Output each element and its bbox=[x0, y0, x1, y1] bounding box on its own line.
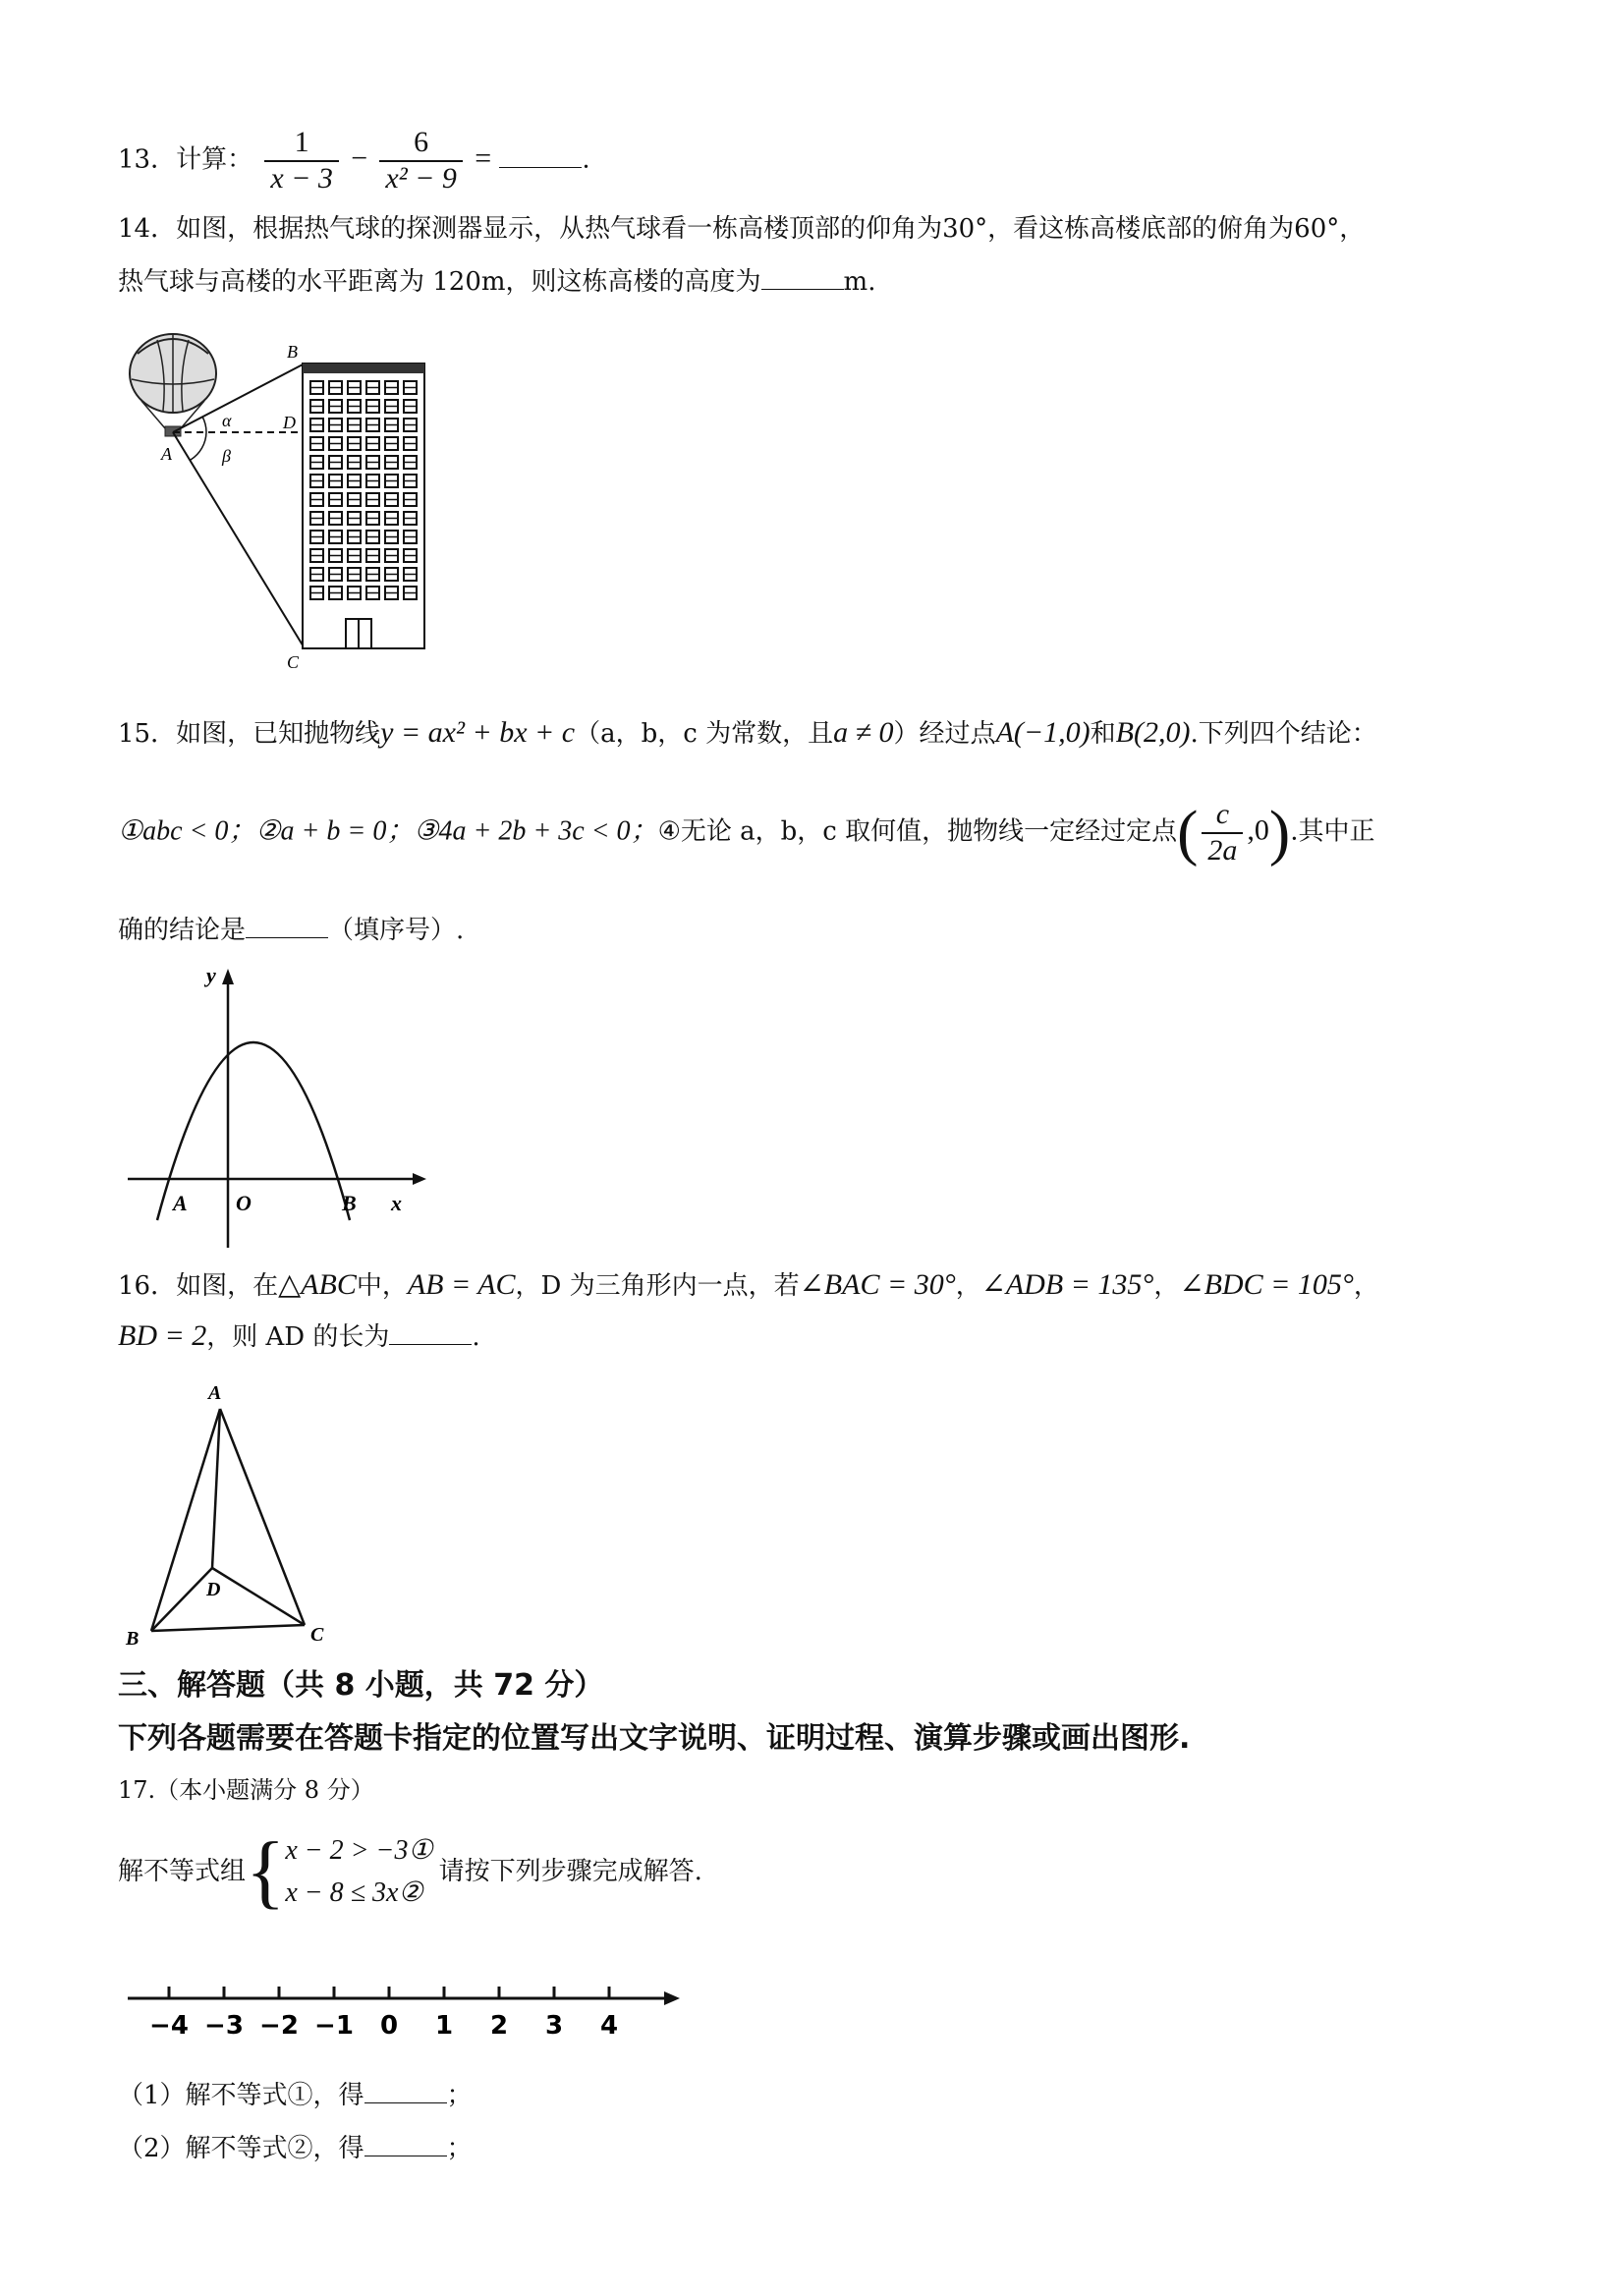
y-axis-arrow-icon bbox=[222, 969, 234, 984]
line-AC bbox=[173, 432, 305, 648]
q17-step-2 bbox=[118, 2134, 473, 2164]
q13-frac1-numerator: 1 bbox=[264, 126, 339, 162]
q17-step-2-blank[interactable] bbox=[364, 2134, 447, 2156]
q14-line-2 bbox=[118, 267, 875, 298]
label-D: D bbox=[206, 1579, 221, 1600]
q13-number: 13．计算： bbox=[118, 144, 253, 175]
q13-fraction-1 bbox=[264, 126, 339, 196]
q17-brace: { bbox=[246, 1825, 286, 1918]
q17-step-2-text: （2）解不等式②，得 bbox=[118, 2134, 364, 2163]
q16-sep3: ， bbox=[1353, 1271, 1379, 1301]
q17-step-2-semicolon: ； bbox=[446, 2134, 473, 2163]
q13-equals: = bbox=[475, 141, 492, 175]
segment-CD bbox=[212, 1568, 305, 1625]
q15-condition: a ≠ 0 bbox=[833, 716, 894, 749]
number-line-tick-label: −4 bbox=[149, 2011, 189, 2041]
q14-unit: m. bbox=[843, 267, 876, 297]
q15-right-paren: ) bbox=[1268, 797, 1291, 868]
q14-line-2-text: 热气球与高楼的水平距离为 120m，则这栋高楼的高度为 bbox=[118, 267, 761, 297]
q15-left-paren: ( bbox=[1177, 797, 1199, 868]
q17-system-line bbox=[118, 1825, 702, 1918]
q16-line-1 bbox=[118, 1267, 1379, 1303]
q15-frac-numerator: c bbox=[1202, 798, 1243, 834]
q15-conclusion-2: ②a + b = 0； bbox=[255, 815, 415, 847]
q15-point-A: A(−1,0) bbox=[995, 716, 1091, 749]
number-line-tick-label: 0 bbox=[379, 2011, 399, 2041]
q17-follow-text: 请按下列步骤完成解答. bbox=[438, 1856, 702, 1886]
q15-and: 和 bbox=[1090, 719, 1116, 749]
q16-triangle-figure bbox=[118, 1375, 334, 1660]
q17-step-1-text: （1）解不等式①，得 bbox=[118, 2081, 364, 2110]
q15-point-B: B(2,0) bbox=[1115, 716, 1191, 749]
q16-text-mid2: ，D 为三角形内一点，若 bbox=[515, 1271, 800, 1301]
q13-frac1-denominator: x − 3 bbox=[270, 161, 333, 195]
q17-inequality-2: x − 8 ≤ 3x② bbox=[285, 1877, 423, 1909]
label-A: A bbox=[173, 1191, 188, 1215]
q15-line-3 bbox=[118, 916, 464, 946]
hot-air-balloon-icon bbox=[130, 334, 216, 436]
q14-line-1: 14．如图，根据热气球的探测器显示，从热气球看一栋高楼顶部的仰角为30°，看这栋高楼底部的俯角为60°， bbox=[118, 214, 1366, 244]
q15-line-1 bbox=[118, 715, 1377, 751]
label-A: A bbox=[161, 444, 172, 464]
label-beta: β bbox=[222, 446, 231, 466]
label-C: C bbox=[287, 652, 300, 672]
label-B: B bbox=[126, 1628, 140, 1650]
q15-text-mid2: ）经过点 bbox=[893, 719, 996, 749]
q13-frac2-numerator: 6 bbox=[379, 126, 463, 162]
q17-number-line bbox=[128, 1975, 698, 2053]
label-y: y bbox=[206, 963, 216, 987]
q14-figure bbox=[118, 334, 452, 688]
q15-fixed-point-fraction bbox=[1202, 798, 1243, 868]
q15-answer-blank[interactable] bbox=[246, 916, 328, 938]
q15-conclusion-1: ①abc < 0； bbox=[118, 815, 256, 847]
q16-sep2: ， bbox=[1153, 1271, 1180, 1301]
q17-step-1-semicolon: ； bbox=[446, 2081, 473, 2110]
x-axis-arrow-icon bbox=[413, 1173, 426, 1185]
q13-minus: − bbox=[351, 141, 368, 175]
number-line-tick-label: 4 bbox=[599, 2011, 619, 2041]
number-line-tick-label: 2 bbox=[489, 2011, 509, 2041]
q15-frac-denominator: 2a bbox=[1207, 833, 1238, 867]
q13-line bbox=[118, 126, 590, 196]
side-AC bbox=[220, 1409, 305, 1625]
q15-line-2 bbox=[118, 798, 1375, 868]
q15-text-mid: （a，b，c 为常数，且 bbox=[575, 719, 834, 749]
q15-intro: 15．如图，已知抛物线 bbox=[118, 719, 381, 749]
side-BC bbox=[151, 1625, 305, 1631]
tall-building bbox=[303, 364, 424, 648]
q17-inequality-1: x − 2 > −3① bbox=[285, 1835, 433, 1866]
q16-line-2-text: ，则 AD 的长为 bbox=[206, 1322, 390, 1352]
q16-angle-ADB: ∠ADB = 135° bbox=[980, 1268, 1154, 1301]
label-D: D bbox=[283, 413, 296, 432]
q17-header: 17.（本小题满分 8 分） bbox=[118, 1776, 374, 1804]
q15-line-3-text: 确的结论是 bbox=[118, 916, 247, 945]
label-alpha: α bbox=[222, 411, 232, 430]
number-line-tick-label: −3 bbox=[204, 2011, 244, 2041]
label-B: B bbox=[287, 342, 298, 362]
q16-equality: AB = AC bbox=[407, 1268, 516, 1301]
angle-beta-arc bbox=[191, 432, 206, 460]
q15-fixed-point-tail: ,0 bbox=[1247, 813, 1269, 847]
label-B: B bbox=[342, 1191, 357, 1215]
angle-alpha-arc bbox=[202, 417, 206, 432]
q13-frac2-denominator: x² − 9 bbox=[385, 161, 457, 195]
q13-end: . bbox=[582, 144, 590, 175]
q17-inequalities bbox=[285, 1829, 432, 1915]
section-title: 三、解答题（共 8 小题，共 72 分） bbox=[118, 1668, 604, 1703]
label-x: x bbox=[391, 1191, 402, 1215]
q17-step-1-blank[interactable] bbox=[364, 2081, 447, 2103]
q15-conclusion-4-text: ④无论 a，b，c 取何值，抛物线一定经过定点 bbox=[657, 816, 1178, 847]
q17-step-1 bbox=[118, 2081, 473, 2111]
q15-conclusion-3: ③4a + 2b + 3c < 0； bbox=[414, 815, 658, 847]
q16-line-2 bbox=[118, 1318, 480, 1354]
q16-sep1: ， bbox=[955, 1271, 981, 1301]
q13-fraction-2 bbox=[379, 126, 463, 196]
q16-end: . bbox=[472, 1322, 480, 1352]
q16-angle-BDC: ∠BDC = 105° bbox=[1179, 1268, 1354, 1301]
number-line-arrow-icon bbox=[664, 1991, 680, 2005]
q14-answer-blank[interactable] bbox=[761, 267, 844, 290]
q15-line-1-end: .下列四个结论： bbox=[1190, 719, 1377, 749]
q15-equation: y = ax² + bx + c bbox=[380, 716, 576, 749]
q16-answer-blank[interactable] bbox=[389, 1322, 472, 1345]
section-instructions: 下列各题需要在答题卡指定的位置写出文字说明、证明过程、演算步骤或画出图形. bbox=[118, 1721, 1191, 1756]
q16-BD: BD = 2 bbox=[118, 1319, 207, 1352]
number-line-tick-label: 1 bbox=[434, 2011, 454, 2041]
label-C: C bbox=[310, 1624, 324, 1646]
q13-answer-blank[interactable] bbox=[499, 145, 582, 168]
q17-solve-text: 解不等式组 bbox=[118, 1856, 247, 1886]
number-line-tick-label: 3 bbox=[544, 2011, 564, 2041]
number-line-tick-label: −1 bbox=[314, 2011, 354, 2041]
q16-intro: 16．如图，在 bbox=[118, 1271, 279, 1301]
q16-angle-BAC: ∠BAC = 30° bbox=[799, 1268, 956, 1301]
label-A: A bbox=[208, 1382, 222, 1404]
q16-triangle: △ABC bbox=[278, 1268, 357, 1301]
label-O: O bbox=[236, 1191, 252, 1215]
q15-line-2-end: .其中正 bbox=[1290, 816, 1375, 847]
q15-line-3-end: （填序号）. bbox=[328, 916, 465, 945]
q16-text-mid: 中， bbox=[356, 1271, 408, 1301]
number-line-tick-label: −2 bbox=[259, 2011, 299, 2041]
q15-parabola-figure bbox=[118, 963, 432, 1248]
